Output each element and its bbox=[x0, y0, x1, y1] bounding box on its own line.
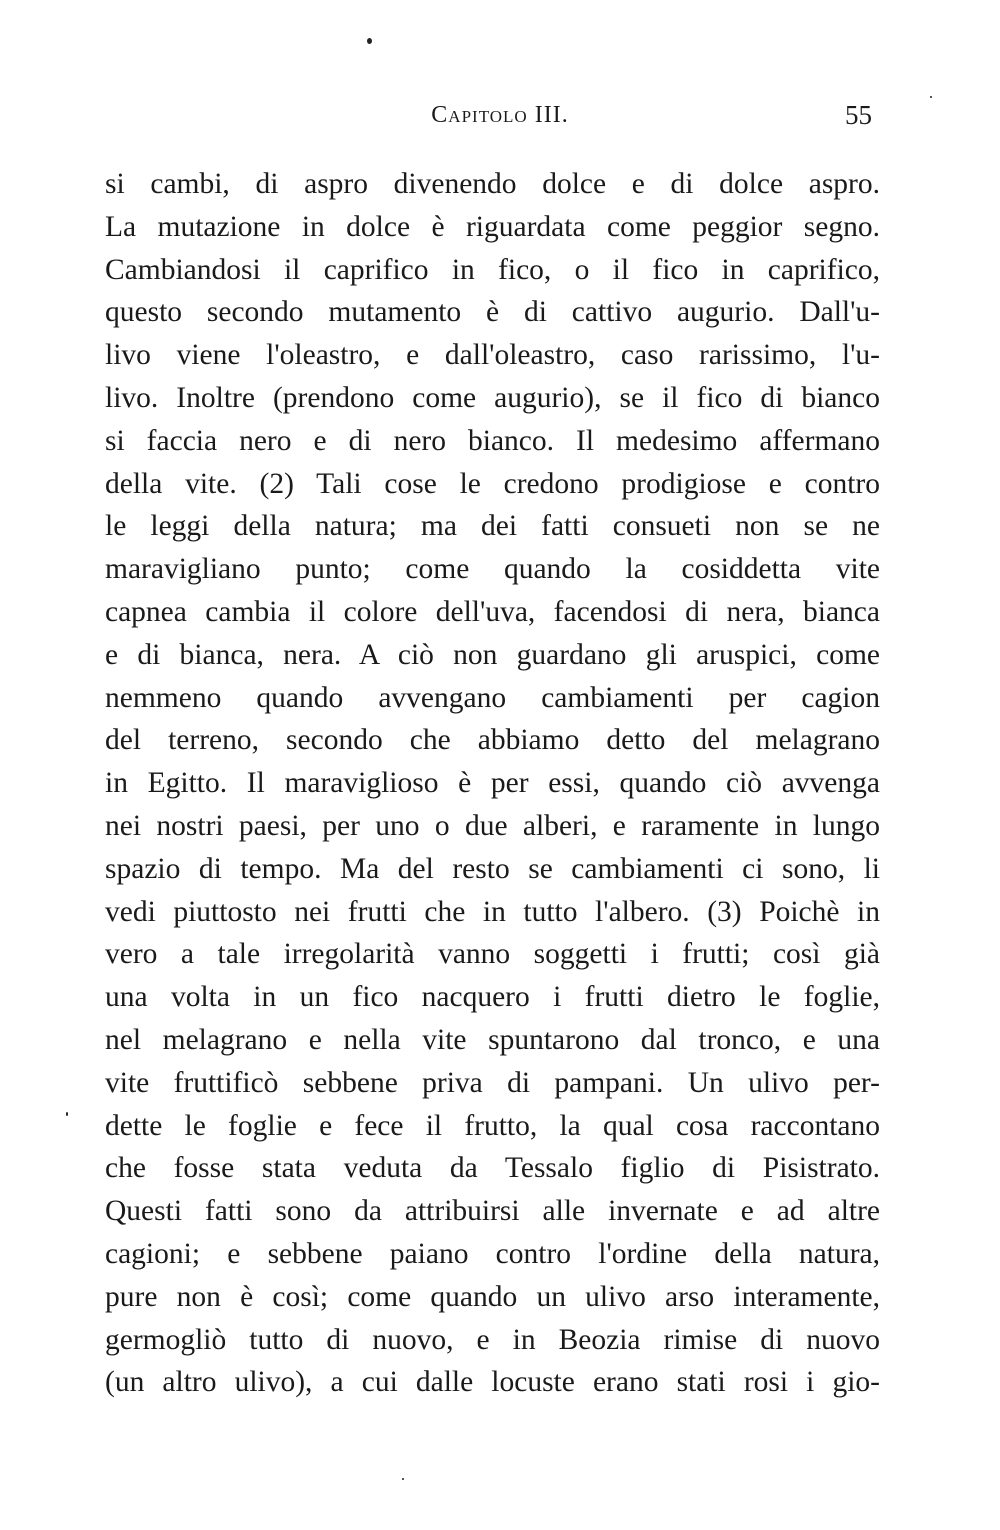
text-line: dette le foglie e fece il frutto, la qual cosa raccontano bbox=[105, 1109, 880, 1142]
text-line: questo secondo mutamento è di cattivo augurio. Dall'u- bbox=[105, 296, 880, 329]
text-line: vero a tale irregolarità vanno soggetti i frutti; così già bbox=[105, 938, 880, 971]
text-line: cagioni; e sebbene paiano contro l'ordine della natura, bbox=[105, 1237, 880, 1270]
text-line: si cambi, di aspro divenendo dolce e di dolce aspro. bbox=[105, 168, 880, 200]
text-line: vite fruttificò sebbene priva di pampani. Un ulivo per- bbox=[105, 1066, 880, 1099]
running-head: Capitolo III. bbox=[431, 102, 569, 128]
ink-speck bbox=[367, 38, 372, 44]
text-line: in Egitto. Il maraviglioso è per essi, quando ciò avvenga bbox=[105, 767, 880, 800]
text-line: le leggi della natura; ma dei fatti consueti non se ne bbox=[105, 510, 880, 543]
text-line: della vite. (2) Tali cose le credono prodigiose e contro bbox=[105, 467, 880, 500]
text-line: capnea cambia il colore dell'uva, facendosi di nera, bianca bbox=[105, 595, 880, 628]
page-header bbox=[0, 100, 1000, 136]
ink-speck bbox=[66, 1112, 68, 1116]
ink-speck bbox=[402, 1478, 404, 1480]
page-number: 55 bbox=[845, 100, 872, 130]
text-line: nemmeno quando avvengano cambiamenti per cagion bbox=[105, 681, 880, 714]
text-line: maravigliano punto; come quando la cosiddetta vite bbox=[105, 553, 880, 586]
text-line: livo. Inoltre (prendono come augurio), se il fico di bianco bbox=[105, 381, 880, 414]
text-line: vedi piuttosto nei frutti che in tutto l'albero. (3) Poichè in bbox=[105, 895, 880, 928]
text-line: Questi fatti sono da attribuirsi alle invernate e ad altre bbox=[105, 1195, 880, 1228]
text-line: spazio di tempo. Ma del resto se cambiamenti ci sono, li bbox=[105, 852, 880, 885]
text-line: che fosse stata veduta da Tessalo figlio di Pisistrato. bbox=[105, 1152, 880, 1185]
text-line: germogliò tutto di nuovo, e in Beozia rimise di nuovo bbox=[105, 1323, 880, 1356]
text-line: si faccia nero e di nero bianco. Il medesimo affermano bbox=[105, 424, 880, 457]
body-text bbox=[105, 163, 880, 1404]
text-line: nel melagrano e nella vite spuntarono dal tronco, e una bbox=[105, 1023, 880, 1056]
text-line: Cambiandosi il caprifico in fico, o il fico in caprifico, bbox=[105, 253, 880, 286]
text-line: una volta in un fico nacquero i frutti dietro le foglie, bbox=[105, 981, 880, 1014]
text-line: pure non è così; come quando un ulivo arso interamente, bbox=[105, 1280, 880, 1313]
ink-speck bbox=[930, 96, 932, 98]
text-line: e di bianca, nera. A ciò non guardano gli aruspici, come bbox=[105, 638, 880, 671]
text-line: del terreno, secondo che abbiamo detto del melagrano bbox=[105, 724, 880, 757]
text-line: (un altro ulivo), a cui dalle locuste erano stati rosi i gio- bbox=[105, 1366, 880, 1399]
text-line: La mutazione in dolce è riguardata come peggior segno. bbox=[105, 210, 880, 243]
text-line: nei nostri paesi, per uno o due alberi, e raramente in lungo bbox=[105, 809, 880, 842]
text-line: livo viene l'oleastro, e dall'oleastro, caso rarissimo, l'u- bbox=[105, 339, 880, 372]
